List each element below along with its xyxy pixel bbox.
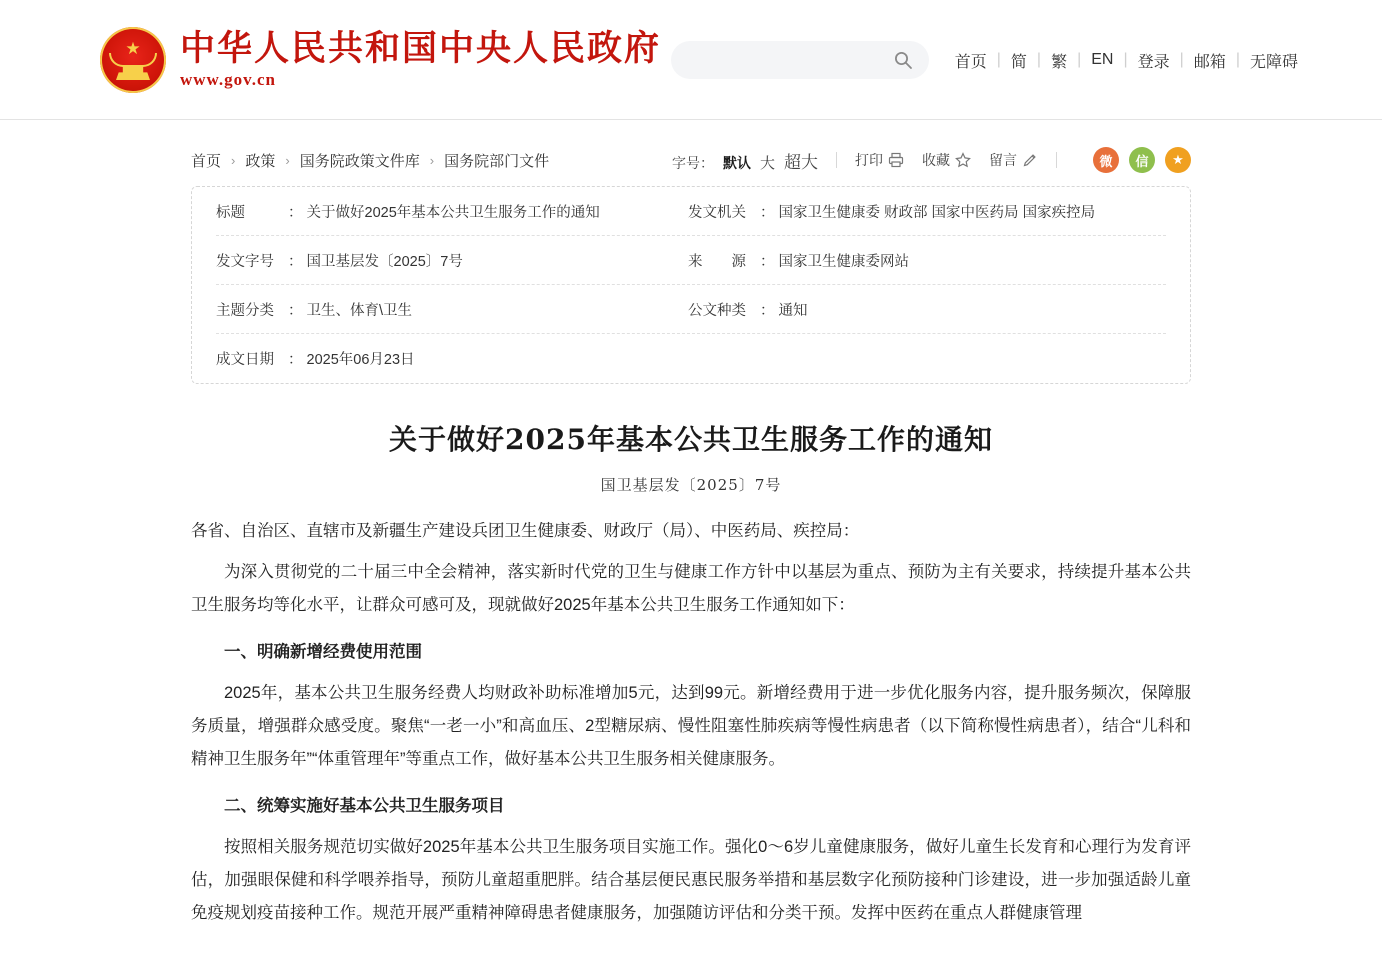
font-size-label: 字号：	[671, 154, 714, 171]
header-link-login[interactable]: 登录	[1137, 53, 1170, 71]
meta-label-category: 主题分类	[216, 302, 274, 319]
search-input[interactable]	[687, 51, 893, 69]
meta-row	[216, 334, 1166, 383]
breadcrumb-item-policy[interactable]: 政策	[245, 152, 276, 170]
article-paragraph-section1-body: 2025年，基本公共卫生服务经费人均财政补助标准增加5元，达到99元。新增经费用于进一步优化服务内容，提升服务频次，保障服务质量，增强群众感受度。聚焦“一老一小”和高血压、2型糖尿病、慢性阻塞性肺疾病等慢性病患者（以下简称慢性病患者），结合“儿科和精神卫生服务年”“体重管理年”等重点工作，做好基本公共卫生服务相关健康服务。	[191, 684, 1191, 768]
breadcrumb-arrow-icon-1: ›	[231, 152, 236, 168]
header-link-sep-3: |	[1077, 51, 1082, 68]
star-icon	[955, 152, 971, 168]
meta-colon: ：	[288, 204, 303, 221]
meta-value-date: 2025年06月23日	[306, 352, 415, 368]
font-size-default[interactable]: 默认	[722, 154, 751, 171]
favorite-share-icon[interactable]: ★	[1165, 147, 1191, 173]
site-logo[interactable]	[100, 27, 661, 93]
meta-value-docnumber: 国卫基层发〔2025〕7号	[306, 253, 463, 270]
meta-row	[216, 285, 1166, 334]
meta-colon: ：	[288, 352, 303, 368]
article-tools	[672, 147, 1191, 173]
header-link-traditional[interactable]: 繁	[1051, 53, 1068, 71]
font-size-xlarge[interactable]: 超大	[784, 152, 818, 172]
meta-value-source: 国家卫生健康委网站	[778, 253, 909, 270]
breadcrumb	[191, 150, 549, 171]
breadcrumb-bar	[191, 138, 1191, 182]
meta-label-source: 来 源	[688, 253, 746, 270]
meta-label-title: 标题	[216, 204, 245, 221]
meta-value-category: 卫生、体育\卫生	[306, 302, 413, 319]
meta-row	[216, 236, 1166, 285]
meta-colon: ：	[288, 253, 303, 270]
national-emblem-icon	[100, 27, 166, 93]
font-size-large[interactable]: 大	[759, 154, 775, 172]
header-link-home[interactable]: 首页	[954, 53, 987, 71]
meta-label-doctype: 公文种类	[688, 302, 746, 319]
header-link-english[interactable]: EN	[1091, 51, 1114, 68]
tools-divider-2	[1056, 152, 1057, 168]
header-link-sep-5: |	[1179, 51, 1184, 68]
article-section-heading-2: 二、统筹实施好基本公共卫生服务项目	[224, 797, 505, 815]
article-paragraph-section2-body: 按照相关服务规范切实做好2025年基本公共卫生服务项目实施工作。强化0～6岁儿童健康服务，做好儿童生长发育和心理行为发育评估，加强眼保健和科学喂养指导，预防儿童超重肥胖。结合基层便民惠民服务举措和基层数字化预防接种门诊建设，进一步加强适龄儿童免疫规划疫苗接种工作。规范开展严重精神障碍患者健康服务，加强随访评估和分类干预。发挥中医药在重点人群健康管理	[191, 838, 1191, 922]
wechat-share-icon[interactable]: 信	[1129, 147, 1155, 173]
meta-value-doctype: 通知	[778, 302, 808, 319]
search-box[interactable]	[671, 41, 929, 79]
article-paragraph-addressee: 各省、自治区、直辖市及新疆生产建设兵团卫生健康委、财政厅（局）、中医药局、疾控局：	[191, 522, 860, 540]
header-link-mail[interactable]: 邮箱	[1193, 53, 1226, 71]
breadcrumb-arrow-icon-3: ›	[429, 152, 435, 168]
document-number: 国卫基层发〔2025〕7号	[600, 476, 782, 494]
meta-colon: ：	[760, 302, 775, 319]
header-links	[945, 49, 1308, 72]
header-link-accessibility[interactable]: 无障碍	[1249, 53, 1298, 71]
favorite-label: 收藏	[922, 152, 950, 168]
printer-icon	[888, 152, 904, 168]
emblem-wheat	[109, 53, 157, 67]
share-group	[1093, 147, 1191, 173]
print-label: 打印	[855, 152, 883, 168]
comment-label: 留言	[989, 152, 1017, 168]
breadcrumb-item-home[interactable]: 首页	[191, 152, 222, 170]
meta-row	[216, 187, 1166, 236]
article-section-heading-1: 一、明确新增经费使用范围	[224, 643, 422, 661]
breadcrumb-item-policy-library[interactable]: 国务院政策文件库	[299, 152, 420, 170]
meta-label-date: 成文日期	[216, 352, 274, 368]
font-size-control	[672, 148, 818, 173]
header-link-sep-4: |	[1123, 51, 1128, 68]
document-meta-table	[191, 186, 1191, 384]
meta-colon: ：	[760, 253, 775, 270]
site-domain: www.gov.cn	[180, 70, 276, 90]
header-link-simplified[interactable]: 简	[1010, 53, 1027, 71]
comment-button[interactable]	[989, 150, 1038, 170]
meta-colon: ：	[288, 302, 303, 319]
weibo-share-icon[interactable]: 微	[1093, 147, 1119, 173]
meta-value-issuer: 国家卫生健康委 财政部 国家中医药局 国家疾控局	[778, 204, 1096, 221]
site-title: 中华人民共和国中央人民政府	[180, 27, 662, 69]
meta-value-title: 关于做好2025年基本公共卫生服务工作的通知	[306, 204, 600, 221]
tools-divider-1	[836, 152, 837, 168]
site-header	[0, 0, 1382, 120]
meta-colon: ：	[760, 204, 775, 221]
pencil-icon	[1022, 152, 1038, 168]
breadcrumb-arrow-icon-2: ›	[285, 152, 290, 168]
article-paragraph-preamble: 为深入贯彻党的二十届三中全会精神，落实新时代党的卫生与健康工作方针中以基层为重点、预防为主有关要求，持续提升基本公共卫生服务均等化水平，让群众可感可及，现就做好2025年基本公共卫生服务工作通知如下：	[191, 563, 1191, 614]
search-icon[interactable]	[893, 50, 913, 70]
page-body	[0, 120, 1382, 958]
meta-label-docnumber: 发文字号	[216, 253, 274, 270]
article	[191, 418, 1191, 958]
print-button[interactable]	[855, 150, 904, 170]
breadcrumb-item-department-docs[interactable]: 国务院部门文件	[444, 152, 550, 170]
favorite-button[interactable]	[922, 150, 971, 170]
article-body	[191, 515, 1191, 930]
meta-label-issuer: 发文机关	[688, 204, 746, 221]
header-link-sep-2: |	[1036, 51, 1042, 68]
header-link-sep-6: |	[1235, 51, 1240, 68]
header-link-sep-1: |	[996, 51, 1001, 68]
page-title: 关于做好2025年基本公共卫生服务工作的通知	[389, 423, 993, 456]
emblem-star: ★	[125, 39, 141, 58]
